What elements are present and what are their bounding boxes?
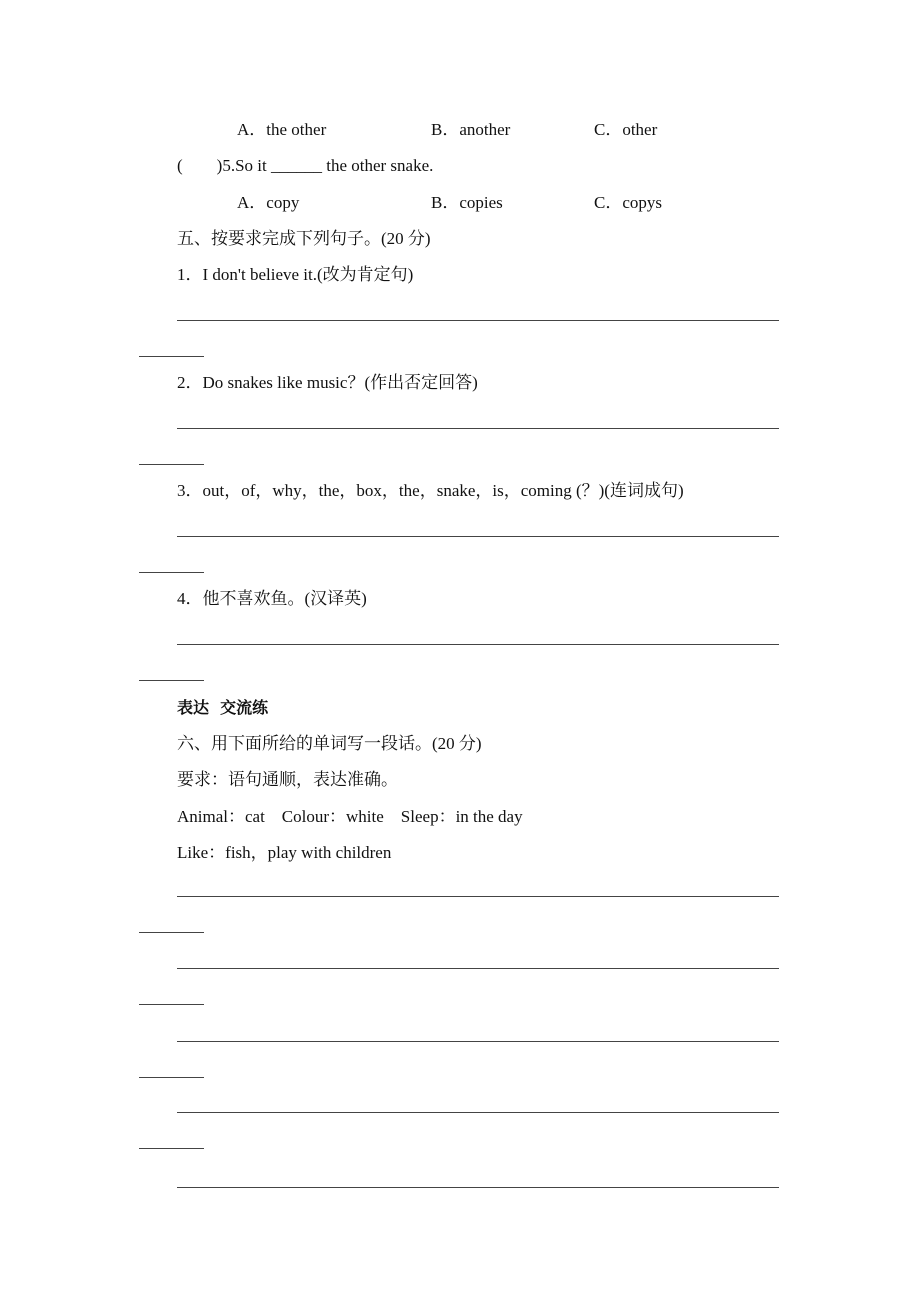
section6-words-line1: Animal：cat Colour：white Sleep：in the day xyxy=(177,807,523,826)
writing-line[interactable] xyxy=(177,1187,779,1188)
answer-line-continuation[interactable] xyxy=(139,464,204,465)
section6-requirement: 要求：语句通顺，表达准确。 xyxy=(177,770,398,789)
section5-item-3: 3．out，of，why，the，box，the，snake，is，coming (？)(连词成句) xyxy=(177,481,684,500)
q4-option-c: C．other xyxy=(594,120,658,139)
q5-option-a: A．copy xyxy=(237,193,300,212)
writing-line[interactable] xyxy=(177,1041,779,1042)
answer-line-continuation[interactable] xyxy=(139,572,204,573)
answer-line-continuation[interactable] xyxy=(139,356,204,357)
writing-line[interactable] xyxy=(177,896,779,897)
q4-option-a: A．the other xyxy=(237,120,327,139)
answer-line[interactable] xyxy=(177,428,779,429)
section6-words-line2: Like：fish，play with children xyxy=(177,843,392,862)
part-heading: 表达 交流练 xyxy=(177,698,269,717)
q5-option-c: C．copys xyxy=(594,193,662,212)
answer-line[interactable] xyxy=(177,644,779,645)
answer-line[interactable] xyxy=(177,536,779,537)
writing-line-continuation[interactable] xyxy=(139,1004,204,1005)
section5-title: 五、按要求完成下列句子。(20 分) xyxy=(177,229,431,248)
section5-item-2: 2．Do snakes like music？(作出否定回答) xyxy=(177,373,478,392)
section6-title: 六、用下面所给的单词写一段话。(20 分) xyxy=(177,734,482,753)
writing-line[interactable] xyxy=(177,968,779,969)
writing-line[interactable] xyxy=(177,1112,779,1113)
writing-line-continuation[interactable] xyxy=(139,932,204,933)
writing-line-continuation[interactable] xyxy=(139,1077,204,1078)
writing-line-continuation[interactable] xyxy=(139,1148,204,1149)
answer-line[interactable] xyxy=(177,320,779,321)
q5-stem: ( )5.So it ______ the other snake. xyxy=(177,156,434,175)
section5-item-1: 1．I don't believe it.(改为肯定句) xyxy=(177,265,414,284)
answer-line-continuation[interactable] xyxy=(139,680,204,681)
section5-item-4: 4．他不喜欢鱼。(汉译英) xyxy=(177,589,367,608)
q4-option-b: B．another xyxy=(431,120,511,139)
q5-option-b: B．copies xyxy=(431,193,503,212)
